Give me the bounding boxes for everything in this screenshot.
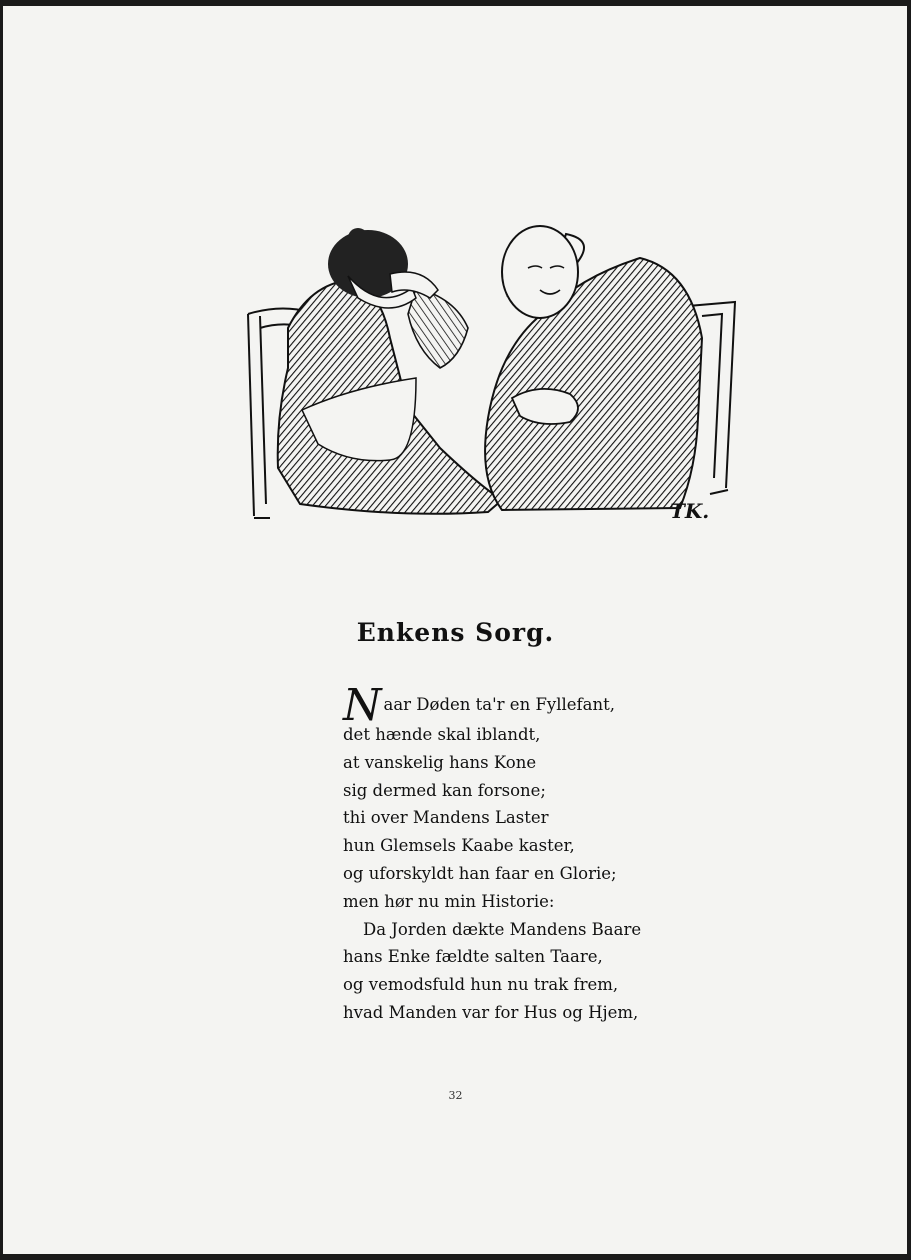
first-line-text: aar Døden ta'r en Fyllefant, [383, 695, 615, 714]
drop-cap: N [343, 680, 382, 731]
poem-line: thi over Mandens Laster [343, 808, 549, 828]
page-number: 32 [448, 1089, 463, 1102]
poem-line: men hør nu min Historie: [343, 891, 555, 911]
poem-line: og vemodsfuld hun nu trak frem, [343, 975, 619, 995]
page-edge-top [0, 0, 911, 6]
poem-line: hans Enke fældte salten Taare, [343, 947, 603, 967]
poem-line: sig dermed kan forsone; [343, 780, 546, 800]
poem-line: at vanskelig hans Kone [343, 752, 537, 772]
page-edge-bottom [0, 1254, 911, 1260]
poem-line: hvad Manden var for Hus og Hjem, [343, 1002, 639, 1022]
poem [343, 680, 723, 1027]
poem-line: det hænde skal iblandt, [343, 725, 541, 744]
poem-line: hun Glemsels Kaabe kaster, [343, 836, 575, 856]
man-figure [485, 226, 702, 510]
woman-figure [278, 228, 502, 514]
poem-line-first [343, 680, 723, 731]
poem-line: Da Jorden dækte Mandens Baare [363, 919, 642, 939]
poem-line: og uforskyldt han faar en Glorie; [343, 863, 617, 883]
page-title: Enkens Sorg. [356, 618, 555, 647]
artist-monogram: TK. [670, 499, 710, 523]
illustration-widow-and-man [240, 218, 745, 523]
